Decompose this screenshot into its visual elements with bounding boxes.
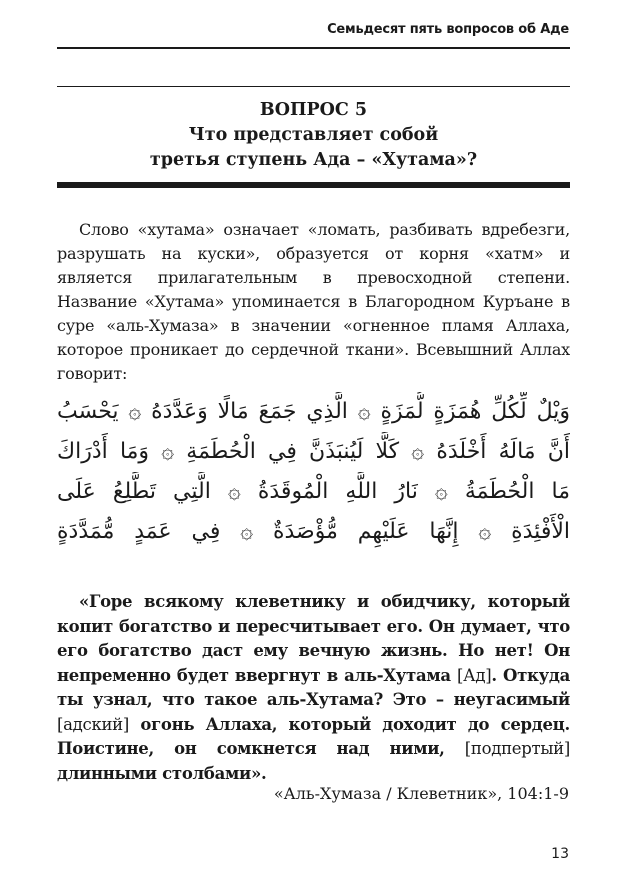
quote-text: огонь Аллаха, который доходит до сердец. Поистине, он сомкнется над ними, <box>57 714 570 758</box>
quote-text: «Горе всякому клеветнику и обидчику, который копит богатство и пересчитывает его. Он думает, что его богатство даст ему вечную жизнь. Но нет! Он непременно будет ввергнут в аль-Хутама <box>57 592 570 685</box>
body-paragraph: Слово «хутама» означает «ломать, разбивать вдребезги, разрушать на куски», образуется от корня «хатм» и является прилагательным в превосходной степени. Название «Хутама» упоминается в Благородном Куръане в суре «аль-Хумаза» в значении «огненное пламя Аллаха, которое проникает до сердечной ткани». Всевышний Аллах говорит: <box>57 220 570 383</box>
translation-quote <box>57 590 570 786</box>
header-rule <box>57 47 570 49</box>
quote-text: . Откуда ты узнал, что такое аль-Хутама? Это – неугасимый <box>57 665 570 709</box>
question-title-line-1: Что представляет собой <box>188 125 439 145</box>
quote-insert: [адский] <box>57 714 130 734</box>
heading-top-rule <box>57 86 570 87</box>
arabic-verse <box>57 392 570 552</box>
arabic-line: مَا الْحُطَمَةُ ۞ نَارُ اللَّهِ الْمُوقَدَةُ ۞ الَّتِي تَطَّلِعُ عَلَى <box>57 479 570 504</box>
quote-citation: «Аль-Хумаза / Клеветник», 104:1-9 <box>273 784 569 803</box>
quote-insert: [Ад] <box>457 665 492 685</box>
running-head: Семьдесят пять вопросов об Аде <box>327 22 569 37</box>
heading-bottom-rule <box>57 182 570 188</box>
question-title-line-2: третья ступень Ада – «Хутама»? <box>149 150 478 170</box>
page-number: 13 <box>551 846 569 862</box>
question-heading <box>57 98 570 173</box>
arabic-line: أَنَّ مَالَهُ أَخْلَدَهُ ۞ كَلَّا لَيُنبَذَنَّ فِي الْحُطَمَةِ ۞ وَمَا أَدْرَاكَ <box>57 439 570 464</box>
quote-text: длинными столбами». <box>57 763 267 783</box>
arabic-line: الْأَفْئِدَةِ ۞ إِنَّهَا عَلَيْهِم مُّؤْصَدَةٌ ۞ فِي عَمَدٍ مُّمَدَّدَةٍ <box>57 519 570 544</box>
question-number: ВОПРОС 5 <box>259 100 368 120</box>
arabic-line: وَيْلٌ لِّكُلِّ هُمَزَةٍ لُّمَزَةٍ ۞ الَّذِي جَمَعَ مَالًا وَعَدَّدَهُ ۞ يَحْسَبُ <box>57 399 570 424</box>
quote-insert: [подпертый] <box>464 739 570 758</box>
